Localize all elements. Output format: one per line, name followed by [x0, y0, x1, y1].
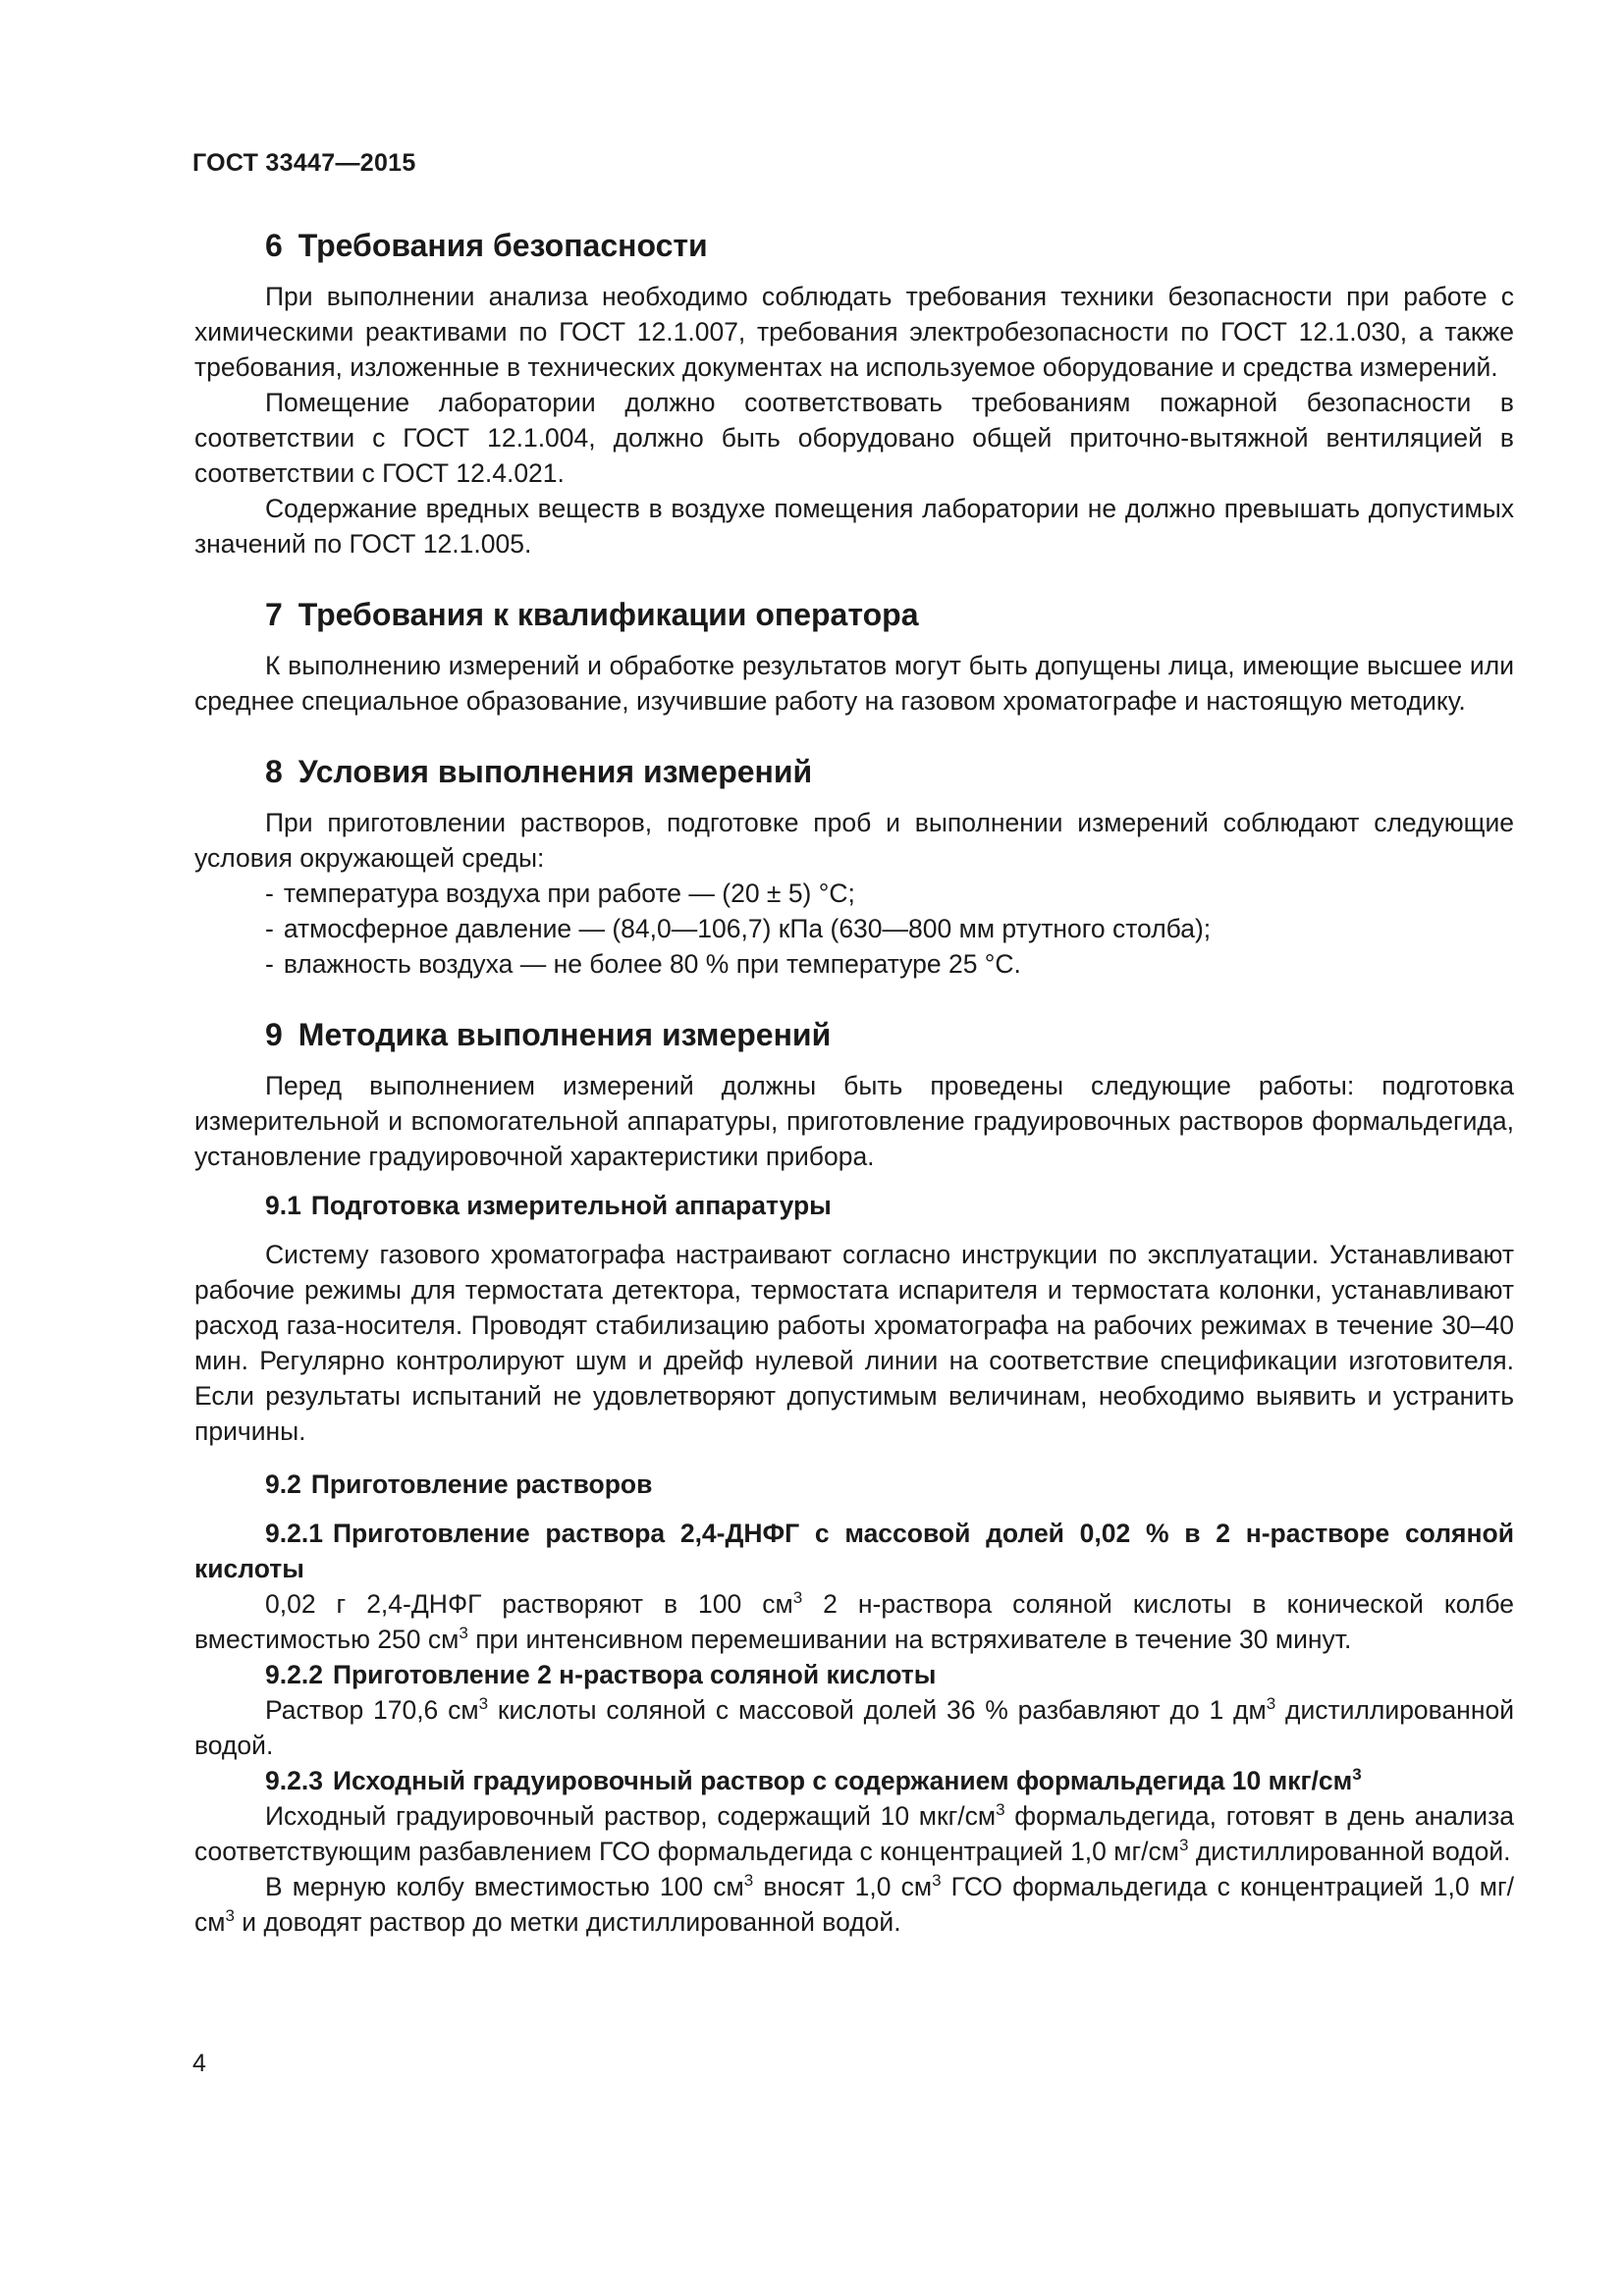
paragraph: Помещение лаборатории должно соответствовать требованиям пожарной безопасности в соответствии с ГОСТ 12.1.004, должно быть оборудовано общей приточно-вытяжной вентиляцией в соответствии с ГОСТ 12.4.021.	[194, 388, 1514, 488]
superscript: 3	[1179, 1836, 1189, 1854]
subsection-number: 9.2.1	[265, 1519, 323, 1548]
section-title: Требования к квалификации оператора	[298, 597, 919, 632]
text-run: 0,02 г 2,4-ДНФГ растворяют в 100 см	[265, 1589, 793, 1619]
superscript: 3	[743, 1871, 754, 1890]
subsection-title: Исходный градуировочный раствор с содержанием формальдегида 10 мкг/см	[332, 1766, 1353, 1795]
section-8-heading	[194, 752, 1514, 791]
subsection-9-2-1-heading	[194, 1516, 1514, 1586]
list-item	[194, 911, 1514, 946]
section-number: 7	[265, 597, 283, 632]
text-run: кислоты соляной с массовой долей 36 % разбавляют до 1 дм	[488, 1695, 1267, 1725]
text-run: В мерную колбу вместимостью 100 см	[265, 1872, 744, 1901]
text-run: ГСО формальдегида с концентрацией 1,0 мг/см	[194, 1872, 1514, 1937]
list-dash: -	[265, 914, 274, 943]
subsection-title: Приготовление 2 н-раствора соляной кислоты	[332, 1660, 937, 1689]
text-run: Исходный градуировочный раствор, содержащий 10 мкг/см	[265, 1801, 997, 1831]
subsection-9-2-2-heading	[194, 1657, 1514, 1692]
subsection-9-2-heading	[194, 1467, 1514, 1502]
list-dash: -	[265, 949, 274, 979]
subsection-title: Приготовление раствора 2,4-ДНФГ с массовой долей 0,02 % в 2 н-растворе соляной кислоты	[194, 1519, 1514, 1583]
list-item-text: температура воздуха при работе — (20 ± 5) °С;	[283, 879, 855, 908]
document-body	[194, 226, 1514, 1940]
paragraph	[194, 1586, 1514, 1657]
subsection-title: Приготовление растворов	[310, 1469, 653, 1499]
paragraph: К выполнению измерений и обработке результатов могут быть допущены лица, имеющие высшее или среднее специальное образование, изучившие работу на газовом хроматографе и настоящую методику.	[194, 651, 1514, 716]
subsection-title: Подготовка измерительной аппаратуры	[310, 1191, 832, 1220]
superscript: 3	[996, 1800, 1005, 1819]
text-run: при интенсивном перемешивании на встряхивателе в течение 30 минут.	[467, 1625, 1352, 1654]
section-number: 6	[265, 228, 283, 263]
section-6-heading	[194, 226, 1514, 265]
section-title: Методика выполнения измерений	[298, 1017, 832, 1052]
superscript: 3	[792, 1588, 803, 1607]
section-7-heading	[194, 595, 1514, 634]
text-run: Раствор 170,6 см	[265, 1695, 479, 1725]
section-number: 9	[265, 1017, 283, 1052]
superscript: 3	[1266, 1694, 1276, 1713]
subsection-number: 9.1	[265, 1191, 301, 1220]
subsection-number: 9.2	[265, 1469, 301, 1499]
list-item-text: атмосферное давление — (84,0—106,7) кПа (630—800 мм ртутного столба);	[283, 914, 1212, 943]
paragraph	[194, 1798, 1514, 1869]
section-number: 8	[265, 754, 283, 789]
subsection-9-2-3-heading	[194, 1763, 1514, 1798]
text-run: 2 н-раствора соляной кислоты в конической колбе вместимостью 250 см	[194, 1589, 1514, 1654]
paragraph: При выполнении анализа необходимо соблюдать требования техники безопасности при работе с химическими реактивами по ГОСТ 12.1.007, требования электробезопасности по ГОСТ 12.1.030, а также требования, изложенные в технических документах на используемое оборудование и средства измерений.	[194, 282, 1514, 382]
superscript: 3	[932, 1871, 942, 1890]
section-title: Требования безопасности	[298, 228, 708, 263]
document-id-header: ГОСТ 33447—2015	[192, 149, 416, 177]
paragraph	[194, 1869, 1514, 1940]
paragraph: Систему газового хроматографа настраивают согласно инструкции по эксплуатации. Устанавливают рабочие режимы для термостата детектора, термостата испарителя и термостата колонки, устанавливают расход газа-носителя. Проводят стабилизацию работы хроматографа на рабочих режимах в течение 30–40 мин. Регулярно контролируют шум и дрейф нулевой линии на соответствие спецификации изготовителя. Если результаты испытаний не удовлетворяют допустимым величинам, необходимо выявить и устранить причины.	[194, 1240, 1514, 1446]
text-run: дистиллированной водой.	[1188, 1837, 1511, 1866]
text-run: вносят 1,0 см	[753, 1872, 933, 1901]
text-run: дистиллированной водой.	[194, 1695, 1514, 1760]
page-number: 4	[192, 2050, 206, 2077]
subsection-number: 9.2.2	[265, 1660, 323, 1689]
text-run: формальдегида, готовят в день анализа соответствующим разбавлением ГСО формальдегида с концентрацией 1,0 мг/см	[194, 1801, 1514, 1866]
superscript: 3	[459, 1624, 468, 1642]
superscript: 3	[225, 1906, 235, 1925]
section-title: Условия выполнения измерений	[298, 754, 813, 789]
paragraph: Перед выполнением измерений должны быть проведены следующие работы: подготовка измерительной и вспомогательной аппаратуры, приготовление градуировочных растворов формальдегида, установление градуировочной характеристики прибора.	[194, 1071, 1514, 1171]
conditions-list	[194, 876, 1514, 982]
superscript: 3	[1352, 1765, 1362, 1784]
list-item	[194, 876, 1514, 911]
subsection-number: 9.2.3	[265, 1766, 323, 1795]
paragraph: При приготовлении растворов, подготовке проб и выполнении измерений соблюдают следующие условия окружающей среды:	[194, 808, 1514, 873]
section-9-heading	[194, 1015, 1514, 1054]
subsection-9-1-heading	[194, 1188, 1514, 1223]
text-run: и доводят раствор до метки дистиллированной водой.	[234, 1907, 901, 1937]
paragraph: Содержание вредных веществ в воздухе помещения лаборатории не должно превышать допустимых значений по ГОСТ 12.1.005.	[194, 494, 1514, 559]
list-item-text: влажность воздуха — не более 80 % при температуре 25 °С.	[283, 949, 1021, 979]
superscript: 3	[478, 1694, 489, 1713]
paragraph	[194, 1692, 1514, 1763]
list-dash: -	[265, 879, 274, 908]
list-item	[194, 946, 1514, 982]
